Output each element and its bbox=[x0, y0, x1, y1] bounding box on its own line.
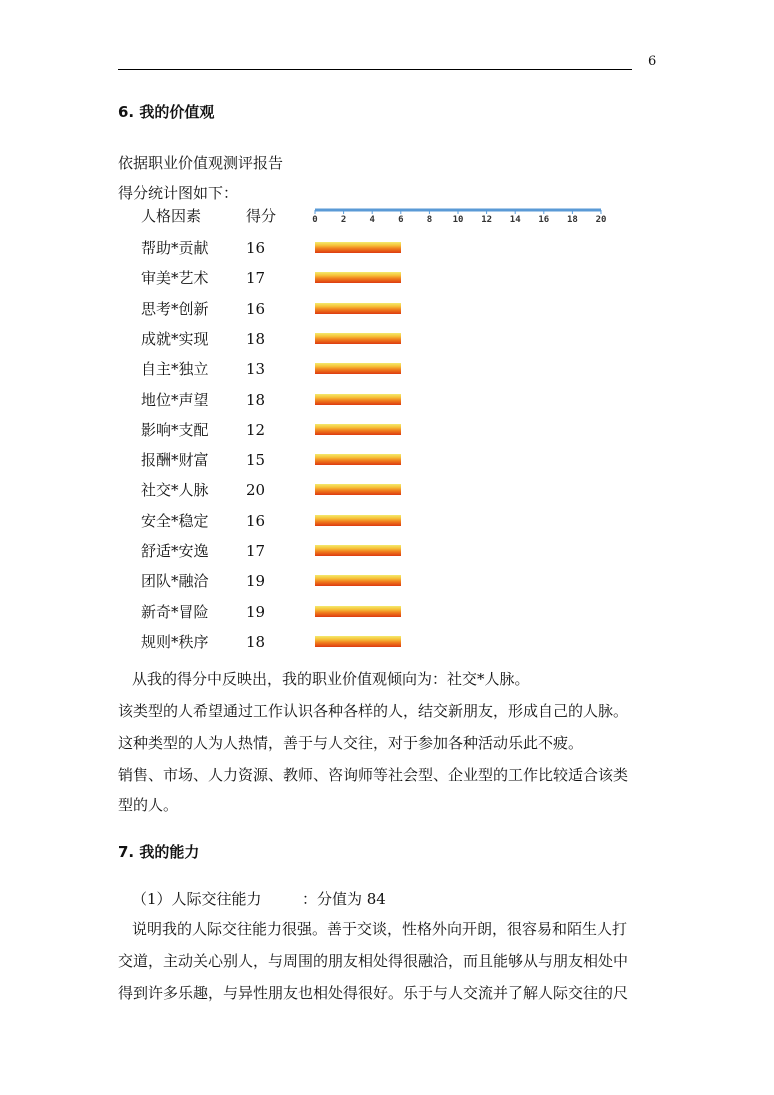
axis-tick-label: 6 bbox=[398, 215, 404, 225]
axis-tick-label: 2 bbox=[340, 215, 347, 225]
report-title: 依据职业价值观测评报告 bbox=[118, 154, 284, 172]
factor-score: 15 bbox=[246, 451, 266, 470]
factor-label: 成就*实现 bbox=[141, 329, 209, 348]
score-bar bbox=[315, 333, 401, 344]
score-bar bbox=[315, 242, 401, 253]
score-bar bbox=[315, 484, 401, 495]
col-header-factor: 人格因素 bbox=[141, 207, 202, 225]
factor-score: 16 bbox=[246, 511, 266, 530]
ability-1-desc-line-2: 交道，主动关心别人，与周围的朋友相处得很融洽，而且能够从与朋友相处中 bbox=[118, 952, 629, 970]
axis-tick-label: 4 bbox=[369, 215, 375, 225]
score-bar bbox=[315, 272, 401, 283]
ability-1-score: ：分值为 84 bbox=[302, 890, 386, 908]
factor-label: 影响*支配 bbox=[141, 420, 209, 439]
factor-label: 新奇*冒险 bbox=[141, 602, 209, 621]
factor-score: 19 bbox=[246, 572, 266, 591]
score-bar bbox=[315, 545, 401, 556]
axis-tick-label: 12 bbox=[481, 215, 493, 225]
conclusion-line-2: 该类型的人希望通过工作认识各种各样的人，结交新朋友，形成自己的人脉。 bbox=[118, 702, 629, 720]
factor-label: 地位*声望 bbox=[141, 390, 209, 409]
factor-label: 审美*艺术 bbox=[141, 269, 209, 288]
factor-score: 17 bbox=[246, 269, 266, 288]
score-bar bbox=[315, 454, 401, 465]
score-bar bbox=[315, 636, 401, 647]
conclusion-line-4: 销售、市场、人力资源、教师、咨询师等社会型、企业型的工作比较适合该类 bbox=[118, 766, 629, 784]
conclusion-line-3: 这种类型的人为人热情，善于与人交往，对于参加各种活动乐此不疲。 bbox=[118, 734, 584, 752]
factor-label: 思考*创新 bbox=[141, 299, 209, 318]
chart-intro: 得分统计图如下： bbox=[118, 184, 239, 202]
factor-score: 20 bbox=[246, 481, 266, 500]
section-7-title: 7. 我的能力 bbox=[118, 843, 200, 861]
factor-score: 18 bbox=[246, 390, 266, 409]
axis-tick-label: 16 bbox=[538, 215, 550, 225]
factor-score: 12 bbox=[246, 420, 266, 439]
factor-score: 16 bbox=[246, 299, 266, 318]
score-bar bbox=[315, 424, 401, 435]
score-bar bbox=[315, 303, 401, 314]
factor-label: 团队*融洽 bbox=[141, 572, 209, 591]
score-bar bbox=[315, 515, 401, 526]
score-bar bbox=[315, 606, 401, 617]
axis-tick-label: 14 bbox=[509, 215, 521, 225]
axis-tick-label: 10 bbox=[452, 215, 464, 225]
score-bar bbox=[315, 575, 401, 586]
conclusion-line-5: 型的人。 bbox=[118, 796, 179, 814]
col-header-score: 得分 bbox=[246, 207, 277, 225]
factor-label: 社交*人脉 bbox=[141, 481, 209, 500]
axis-tick-label: 8 bbox=[426, 215, 433, 225]
factor-label: 报酬*财富 bbox=[141, 451, 209, 470]
axis-tick-label: 20 bbox=[595, 215, 607, 225]
ability-1-desc-line-3: 得到许多乐趣，与异性朋友也相处得很好。乐于与人交流并了解人际交往的尺 bbox=[118, 984, 629, 1002]
factor-label: 安全*稳定 bbox=[141, 511, 209, 530]
factor-label: 舒适*安逸 bbox=[141, 542, 209, 560]
factor-label: 规则*秩序 bbox=[141, 632, 209, 651]
section-6-title: 6. 我的价值观 bbox=[118, 103, 215, 121]
score-bar bbox=[315, 394, 401, 405]
factor-score: 19 bbox=[246, 602, 266, 621]
factor-label: 自主*独立 bbox=[141, 360, 209, 379]
conclusion-line-1: 从我的得分中反映出，我的职业价值观倾向为：社交*人脉。 bbox=[132, 670, 530, 688]
factor-score: 17 bbox=[246, 542, 266, 560]
factor-score: 13 bbox=[246, 360, 266, 379]
ability-1-label: （1）人际交往能力 bbox=[132, 890, 262, 908]
page-number: 6 bbox=[648, 54, 657, 69]
ability-1-desc-line-1: 说明我的人际交往能力很强。善于交谈，性格外向开朗，很容易和陌生人打 bbox=[132, 920, 628, 938]
factor-score: 16 bbox=[246, 239, 266, 257]
header-rule bbox=[118, 69, 632, 70]
factor-score: 18 bbox=[246, 632, 266, 651]
factor-label: 帮助*贡献 bbox=[141, 239, 209, 257]
axis-tick-label: 0 bbox=[312, 215, 318, 225]
axis-tick-label: 18 bbox=[567, 215, 578, 225]
factor-score: 18 bbox=[246, 329, 266, 348]
score-bar bbox=[315, 363, 401, 374]
